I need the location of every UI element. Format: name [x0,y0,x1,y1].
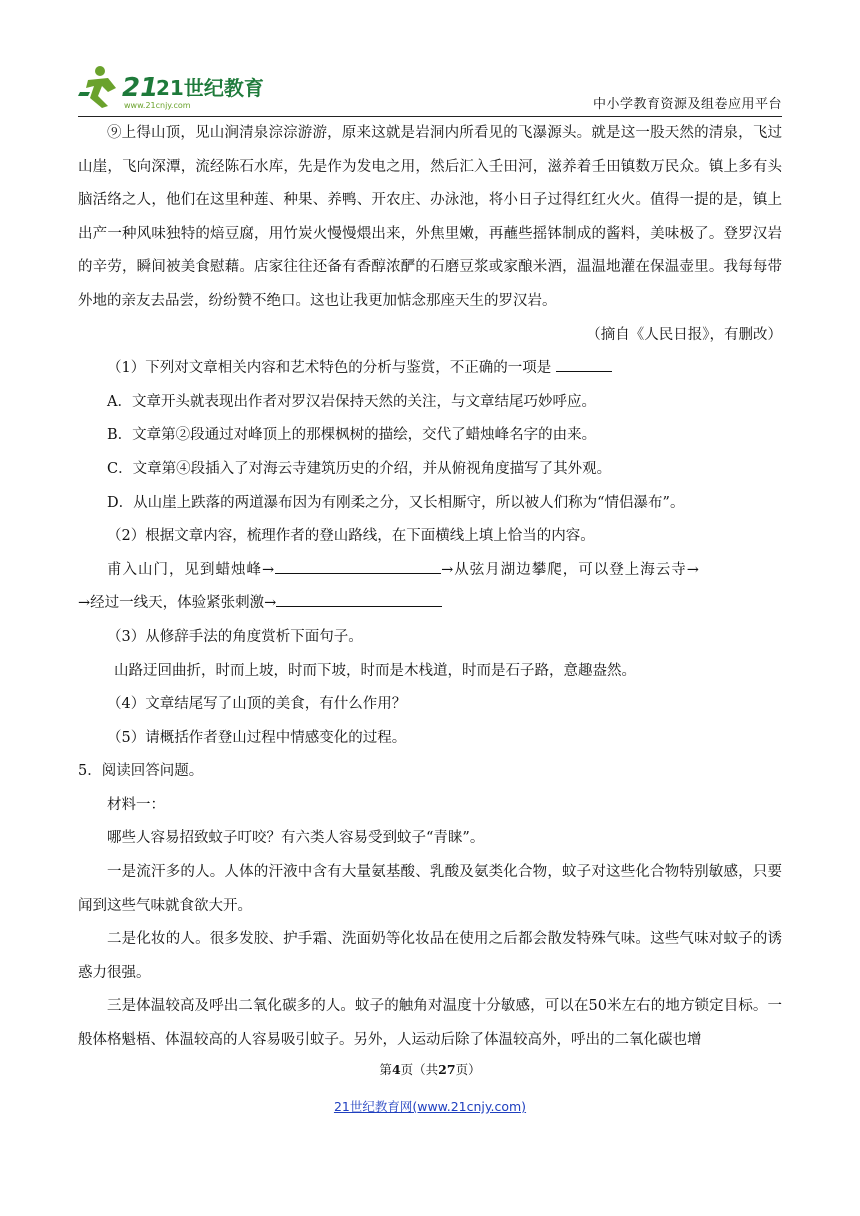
route-text-a: 甫入山门，见到蜡烛峰→ [107,561,276,578]
route-line-1 [78,554,782,588]
page-number [0,1060,860,1078]
page-mid: 页（共 [400,1062,439,1077]
material-line-2: 一是流汗多的人。人体的汗液中含有大量氨基酸、乳酸及氨类化合物，蚊子对这些化合物特别敏感，只要闻到这些气味就食欲大开。 [78,864,782,914]
question-1 [78,352,782,386]
page-suffix: 页） [455,1062,481,1077]
total-pages: 27 [438,1062,456,1077]
route-blank-1 [275,557,441,574]
page-content [78,117,782,1058]
passage-paragraph-9: ⑨上得山顶，见山涧清泉淙淙游游，原来这就是岩洞内所看见的飞瀑源头。就是这一股天然的清泉，飞过山崖，飞向深潭，流经陈石水库，先是作为发电之用，然后汇入壬田河，滋养着壬田镇数万民众。镇上多有头脑活络之人，他们在这里种莲、种果、养鸭、开农庄、办泳池，将小日子过得红红火火。值得一提的是，镇上出产一种风味独特的焙豆腐，用竹炭火慢慢煨出来，外焦里嫩，再蘸些摇钵制成的酱料，美味极了。登罗汉岩的辛劳，瞬间被美食慰藉。店家往往还备有香醇浓酽的石磨豆浆或家酿米酒，温温地灌在保温壶里。我每每带外地的亲友去品尝，纷纷赞不绝口。这也让我更加惦念那座天生的罗汉岩。 [78,125,782,309]
svg-text:21: 21 [122,73,159,103]
footer-link[interactable]: 21世纪教育网(www.21cnjy.com) [333,1099,527,1114]
route-text-c: →经过一线天，体验紧张刺激→ [78,595,277,612]
option-c: C．文章第④段插入了对海云寺建筑历史的介绍，并从俯视角度描写了其外观。 [107,460,612,477]
platform-title: 中小学教育资源及组卷应用平台 [592,97,782,112]
material-line-1: 哪些人容易招致蚊子叮咬？有六类人容易受到蚊子“青睐”。 [107,830,485,847]
question-1-text: （1）下列对文章相关内容和艺术特色的分析与鉴赏，不正确的一项是 [107,360,552,377]
material-line-3: 二是化妆的人。很多发胶、护手霜、洗面奶等化妆品在使用之后都会散发特殊气味。这些气味对蚊子的诱惑力很强。 [78,931,782,981]
question-3: （3）从修辞手法的角度赏析下面句子。 [107,628,363,645]
question-4: （4）文章结尾写了山顶的美食，有什么作用？ [107,696,407,713]
option-b: B．文章第②段通过对峰顶上的那棵枫树的描绘，交代了蜡烛峰名字的由来。 [107,427,597,444]
option-d: D．从山崖上跌落的两道瀑布因为有刚柔之分，又长相厮守，所以被人们称为“情侣瀑布”。 [107,494,685,511]
route-blank-2 [276,590,442,607]
page-header [78,62,782,116]
answer-blank [556,355,612,372]
material-line-4: 三是体温较高及呼出二氧化碳多的人。蚊子的触角对温度十分敏感，可以在50米左右的地方锁定目标。一般体格魁梧、体温较高的人容易吸引蚊子。另外，人运动后除了体温较高外，呼出的二氧化碳也增 [78,998,782,1049]
option-a: A．文章开头就表现出作者对罗汉岩保持天然的关注，与文章结尾巧妙呼应。 [107,393,596,410]
page-prefix: 第 [379,1062,392,1077]
question-5: （5）请概括作者登山过程中情感变化的过程。 [107,729,407,746]
logo [78,62,268,112]
route-text-b: →从弦月湖边攀爬，可以登上海云寺→ [441,561,700,578]
svg-text:21世纪教育: 21世纪教育 [156,76,264,100]
material-label: 材料一： [107,796,165,813]
question-3-sentence: 山路迂回曲折，时而上坡，时而下坡，时而是木栈道，时而是石子路，意趣盎然。 [114,662,636,679]
svg-text:www.21cnjy.com: www.21cnjy.com [124,101,191,110]
question-2: （2）根据文章内容，梳理作者的登山路线，在下面横线上填上恰当的内容。 [107,528,595,545]
passage-source: （摘自《人民日报》，有删改） [586,326,782,343]
section-5-title: 5．阅读回答问题。 [78,763,204,780]
route-line-2 [78,587,782,621]
current-page: 4 [391,1062,401,1077]
